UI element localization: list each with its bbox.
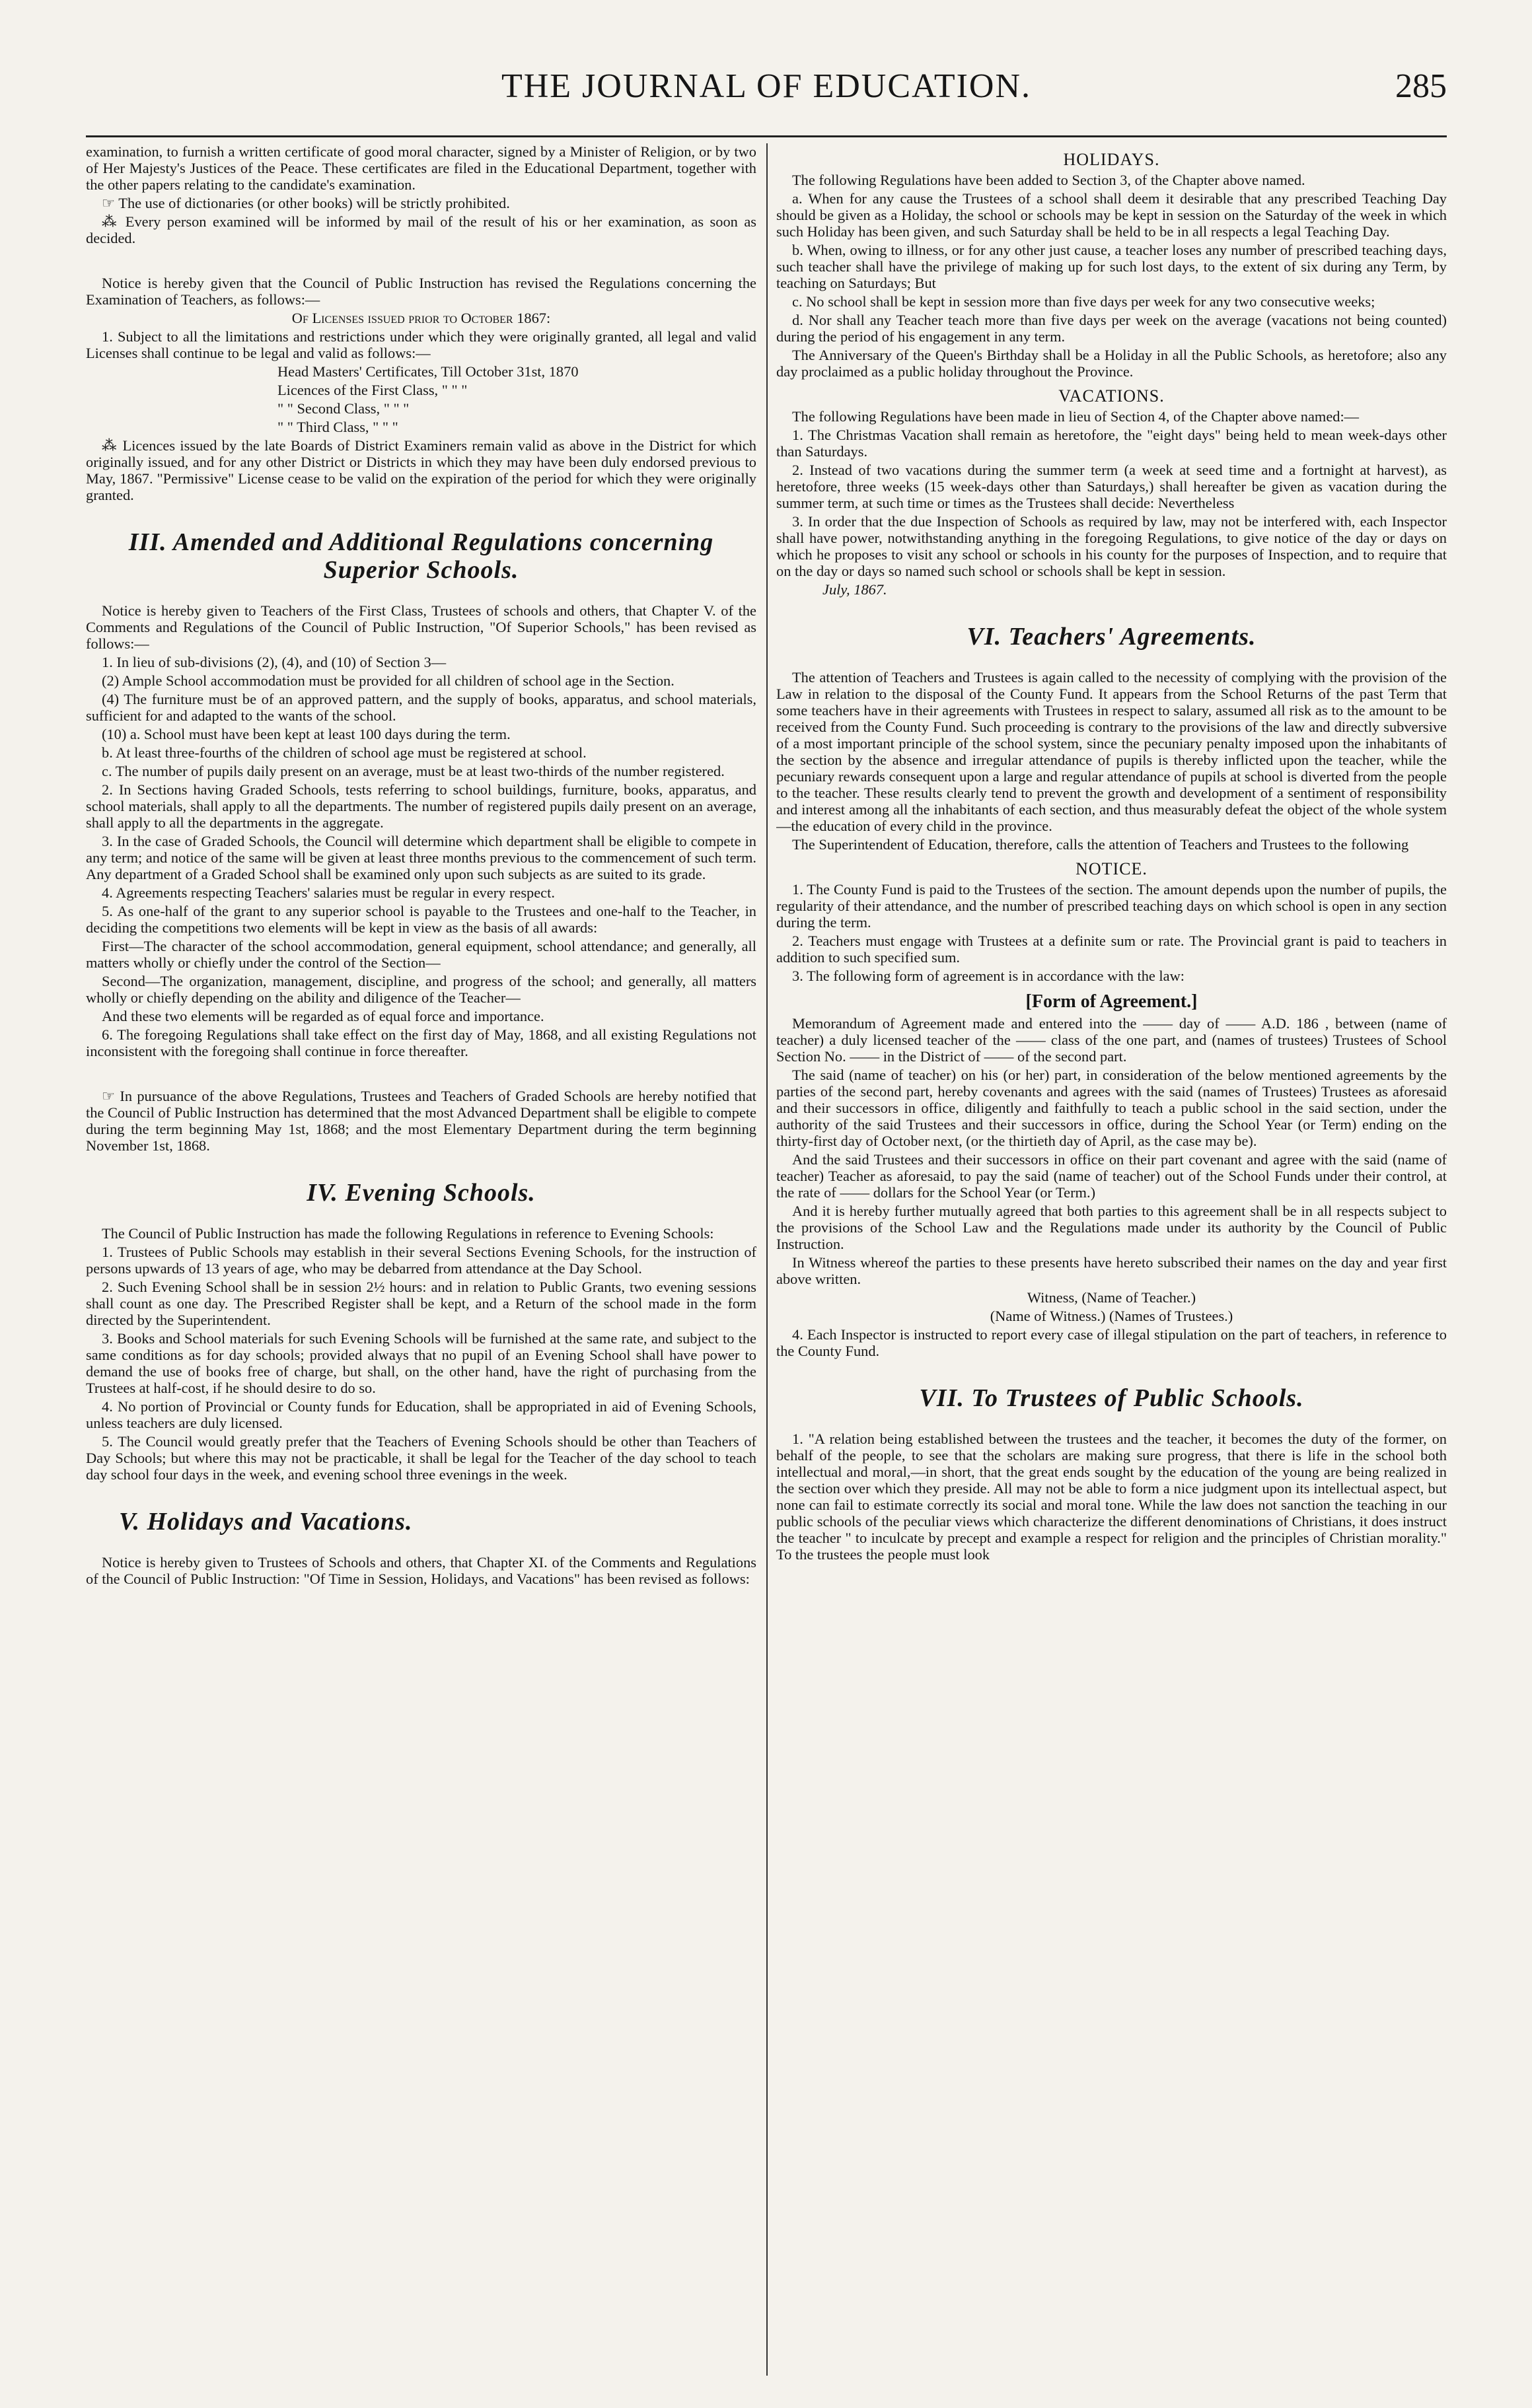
section-heading-v: V. Holidays and Vacations. [119, 1508, 413, 1536]
paragraph: c. The number of pupils daily present on an average, must be at least two-thirds of the number registered. [102, 763, 725, 779]
paragraph: 3. The following form of agreement is in accordance with the law: [792, 968, 1185, 984]
signature-line: Witness, (Name of Teacher.) [1027, 1289, 1196, 1306]
paragraph: In Witness whereof the parties to these presents have hereto subscribed their names on the day and year first above written. [776, 1254, 1447, 1287]
journal-title: THE JOURNAL OF EDUCATION. [501, 67, 1032, 105]
paragraph: a. When for any cause the Trustees of a school shall deem it desirable that any prescribed Teaching Day should be given as a Holiday, the school or schools may be kept in session on the Saturday of the week in which such Holiday has been given, and such Saturday shall be held to be in all respects a legal Teaching Day. [776, 190, 1447, 240]
paragraph: 6. The foregoing Regulations shall take effect on the first day of May, 1868, and all existing Regulations not inconsistent with the foregoing shall continue in force thereafter. [86, 1026, 756, 1059]
paragraph: (10) a. School must have been kept at least 100 days during the term. [102, 726, 511, 742]
paragraph: ⁂ Licences issued by the late Boards of District Examiners remain valid as above in the District for which originally issued, and for any other District or Districts in which they may have been duly endorsed previous to May, 1867. "Permissive" License cease to be valid on the expiration of the period for which they were originally granted. [86, 437, 756, 503]
right-column [776, 143, 1447, 2376]
paragraph: 5. As one-half of the grant to any superior school is payable to the Trustees and one-half to the Teacher, in deciding the competitions two elements will be kept in view as the basis of all awards: [86, 903, 756, 936]
paragraph: b. At least three-fourths of the children of school age must be registered at school. [102, 744, 587, 761]
paragraph: 2. Instead of two vacations during the summer term (a week at seed time and a fortnight at harvest), as heretofore, three weeks (15 week-days other than Saturdays,) shall hereafter be given as vacation during the summer term, at such time or times as the Trustees shall decide: Nevertheless [776, 462, 1447, 511]
table-row: " " Second Class, " " " [277, 400, 410, 417]
paragraph: 5. The Council would greatly prefer that the Teachers of Evening Schools should be other than Teachers of Day Schools; but where this may not be practicable, it shall be legal for the Teacher of the day school to teach day school four days in the week, and evening school three evenings in the week. [86, 1433, 756, 1483]
paragraph: 1. Subject to all the limitations and restrictions under which they were originally granted, all legal and valid Licenses shall continue to be legal and valid as follows:— [86, 328, 756, 361]
paragraph: 1. Trustees of Public Schools may establish in their several Sections Evening Schools, for the instruction of persons upwards of 13 years of age, who may be debarred from attendance at the Day School. [86, 1244, 756, 1277]
paragraph: The said (name of teacher) on his (or her) part, in consideration of the below mentioned agreements by the parties of the second part, hereby covenants and agrees with the said (names of Trustees) Trustees as aforesaid and their successors in office, diligently and faithfully to teach a public school in the said section, under the authority of the said Trustees and their successors in office, during the School Year (or Term) ending on the thirty-first day of October next, (or the thirtieth day of April, as the case may be). [776, 1067, 1447, 1149]
left-column [86, 143, 756, 2376]
page-number: 285 [1395, 67, 1447, 105]
form-heading: [Form of Agreement.] [1025, 991, 1198, 1012]
paragraph: c. No school shall be kept in session more than five days per week for any two consecutive weeks; [792, 293, 1375, 310]
paragraph: The Council of Public Instruction has made the following Regulations in reference to Evening Schools: [102, 1225, 714, 1242]
paragraph: The following Regulations have been made in lieu of Section 4, of the Chapter above named:— [792, 408, 1360, 425]
paragraph: 4. Each Inspector is instructed to report every case of illegal stipulation on the part of teachers, in reference to the County Fund. [776, 1326, 1447, 1359]
paragraph: Notice is hereby given to Teachers of the First Class, Trustees of schools and others, that Chapter V. of the Comments and Regulations of the Council of Public Instruction, "Of Superior Schools," has been revised as follows:— [86, 602, 756, 652]
section-heading-iv: IV. Evening Schools. [307, 1179, 536, 1207]
paragraph: ☞ In pursuance of the above Regulations, Trustees and Teachers of Graded Schools are hereby notified that the Council of Public Instruction has determined that the most Advanced Department shall be eligible to compete during the term beginning May 1st, 1868; and the most Elementary Department during the term beginning November 1st, 1868. [86, 1088, 756, 1154]
paragraph: b. When, owing to illness, or for any other just cause, a teacher loses any number of prescribed teaching days, such teacher shall have the privilege of making up for such lost days, to the extent of six during any Term, by teaching on Saturdays; But [776, 242, 1447, 291]
paragraph: Notice is hereby given to Trustees of Schools and others, that Chapter XI. of the Comments and Regulations of the Council of Public Instruction: "Of Time in Session, Holidays, and Vacations" has been revised as follows: [86, 1554, 756, 1587]
paragraph: Memorandum of Agreement made and entered into the —— day of —— A.D. 186 , between (name of teacher) a duly licensed teacher of the —— class of the one part, and (names of trustees) Trustees of School Section No. —— in the District of —— of the second part. [776, 1015, 1447, 1065]
columns [86, 143, 1447, 2376]
paragraph: And it is hereby further mutually agreed that both parties to this agreement shall be in all respects subject to the provisions of the School Law and the Regulations made under its authority by the Council of Public Instruction. [776, 1203, 1447, 1252]
paragraph: Second—The organization, management, discipline, and progress of the school; and generally, all matters wholly or chiefly depending on the ability and diligence of the Teacher— [86, 973, 756, 1006]
paragraph: 2. Teachers must engage with Trustees at a definite sum or rate. The Provincial grant is paid to teachers in addition to such specified sum. [776, 933, 1447, 966]
journal-page [86, 63, 1447, 2381]
paragraph: 1. In lieu of sub-divisions (2), (4), and (10) of Section 3— [102, 654, 447, 670]
table-row: " " Third Class, " " " [277, 419, 398, 435]
section-heading-vii: VII. To Trustees of Public Schools. [919, 1384, 1304, 1412]
paragraph: The following Regulations have been added to Section 3, of the Chapter above named. [792, 172, 1305, 188]
paragraph: (4) The furniture must be of an approved pattern, and the supply of books, apparatus, and school materials, sufficient for and adapted to the wants of the school. [86, 691, 756, 724]
subheading-notice: NOTICE. [1076, 859, 1148, 878]
paragraph: The Anniversary of the Queen's Birthday shall be a Holiday in all the Public Schools, as heretofore; also any day proclaimed as a public holiday throughout the Province. [776, 347, 1447, 380]
subheading: Of Licenses issued prior to October 1867: [291, 310, 551, 326]
paragraph: (2) Ample School accommodation must be provided for all children of school age in the Section. [102, 672, 675, 689]
paragraph: examination, to furnish a written certificate of good moral character, signed by a Minister of Religion, or by two of Her Majesty's Justices of the Peace. These certificates are filed in the Educational Department, together with the other papers relating to the candidate's examination. [86, 143, 756, 193]
paragraph: And these two elements will be regarded as of equal force and importance. [102, 1008, 544, 1024]
paragraph: 2. In Sections having Graded Schools, tests referring to school buildings, furniture, books, apparatus, and school materials, shall apply to all the departments. The number of registered pupils daily present on an average, shall apply to all the departments in the aggregate. [86, 781, 756, 831]
dateline: July, 1867. [822, 581, 887, 598]
paragraph: The Superintendent of Education, therefore, calls the attention of Teachers and Trustees to the following [792, 836, 1409, 853]
paragraph: And the said Trustees and their successors in office on their part covenant and agree with the said (name of teacher) Teacher as aforesaid, to pay the said (name of teacher) out of the School Funds under their control, at the rate of —— dollars for the School Year (or Term.) [776, 1151, 1447, 1201]
paragraph: The attention of Teachers and Trustees is again called to the necessity of complying with the provision of the Law in relation to the disposal of the County Fund. It appears from the School Returns of the past Term that some teachers have in their agreements with Trustees in respect to salary, assumed all risk as to the amount to be received from the County Fund. Such proceeding is contrary to the provisions of the law and directly subversive of a most important principle of the school system, since the pecuniary penalty imposed upon the inhabitants of the section by the absence and irregular attendance of pupils is thereby inflicted upon the teacher, while the pecuniary rewards consequent upon a large and regular attendance of pupils at school is diverted from the people to the teacher. These results clearly tend to prevent the growth and development of a sentiment of responsibility and interest among all the inhabitants of each section, and thus measurably defeat the object of the whole system—the education of every child in the province. [776, 669, 1447, 834]
paragraph: Notice is hereby given that the Council of Public Instruction has revised the Regulations concerning the Examination of Teachers, as follows:— [86, 275, 756, 308]
signature-line: (Name of Witness.) (Names of Trustees.) [990, 1308, 1233, 1324]
table-row: Head Masters' Certificates, Till October 31st, 1870 [277, 363, 579, 380]
paragraph: 2. Such Evening School shall be in session 2½ hours: and in relation to Public Grants, two evening sessions shall count as one day. The Prescribed Register shall be kept, and a Return of the school made in the form directed by the Superintendent. [86, 1279, 756, 1328]
paragraph: First—The character of the school accommodation, general equipment, school attendance; and generally, all matters wholly or chiefly under the control of the Section— [86, 938, 756, 971]
paragraph: ⁂ Every person examined will be informed by mail of the result of his or her examination, as soon as decided. [86, 213, 756, 246]
subheading-vacations: VACATIONS. [1058, 386, 1165, 406]
paragraph: 1. "A relation being established between the trustees and the teacher, it becomes the duty of the former, on behalf of the people, to see that the scholars are making sure progress, that there is life in the school both intellectual and moral,—in short, that the great ends sought by the education of the young are being realized in the section over which they preside. All may not be able to form a nice judgment upon its intellectual aspect, but none can fail to estimate correctly its social and moral tone. While the law does not sanction the teaching in our public schools of the peculiar views which characterize the different denominations of Christians, it does instruct the teacher " to inculcate by precept and example a respect for religion and the principles of Christian morality." To the trustees the people must look [776, 1431, 1447, 1563]
paragraph: 4. Agreements respecting Teachers' salaries must be regular in every respect. [102, 884, 555, 901]
subheading-holidays: HOLIDAYS. [1063, 150, 1160, 169]
table-row: Licences of the First Class, " " " [277, 382, 468, 398]
section-heading-iii: III. Amended and Additional Regulations concerning Superior Schools. [128, 528, 714, 584]
paragraph: 3. In order that the due Inspection of Schools as required by law, may not be interfered with, each Inspector shall have power, notwithstanding anything in the foregoing Regulations, to give notice of the day or days on which he proposes to visit any school or schools in his county for the purposes of Inspection, and to require that on the day or days so named such school or schools shall be kept in session. [776, 513, 1447, 579]
paragraph: 1. The County Fund is paid to the Trustees of the section. The amount depends upon the number of pupils, the regularity of their attendance, and the number of prescribed teaching days on which school is open in any section during the term. [776, 881, 1447, 931]
paragraph: 3. In the case of Graded Schools, the Council will determine which department shall be eligible to compete in any term; and notice of the same will be given at least three months previous to the commencement of such term. Any department of a Graded School shall be examined only upon such subjects as are suited to its grade. [86, 833, 756, 882]
paragraph: 4. No portion of Provincial or County funds for Education, shall be appropriated in aid of Evening Schools, unless teachers are duly licensed. [86, 1398, 756, 1431]
paragraph: ☞ The use of dictionaries (or other books) will be strictly prohibited. [102, 195, 510, 211]
section-heading-vi: VI. Teachers' Agreements. [967, 623, 1257, 651]
page-header [86, 63, 1447, 137]
paragraph: 1. The Christmas Vacation shall remain as heretofore, the "eight days" being held to mean week-days other than Saturdays. [776, 427, 1447, 460]
paragraph: 3. Books and School materials for such Evening Schools will be furnished at the same rate, and subject to the same conditions as for day schools; provided always that no pupil of an Evening School shall have power to demand the use of books free of charge, but shall, on the other hand, have the right of purchasing from the Trustees at half-cost, if he should desire to do so. [86, 1330, 756, 1396]
paragraph: d. Nor shall any Teacher teach more than five days per week on the average (vacations not being counted) during the period of his engagement in any term. [776, 312, 1447, 345]
